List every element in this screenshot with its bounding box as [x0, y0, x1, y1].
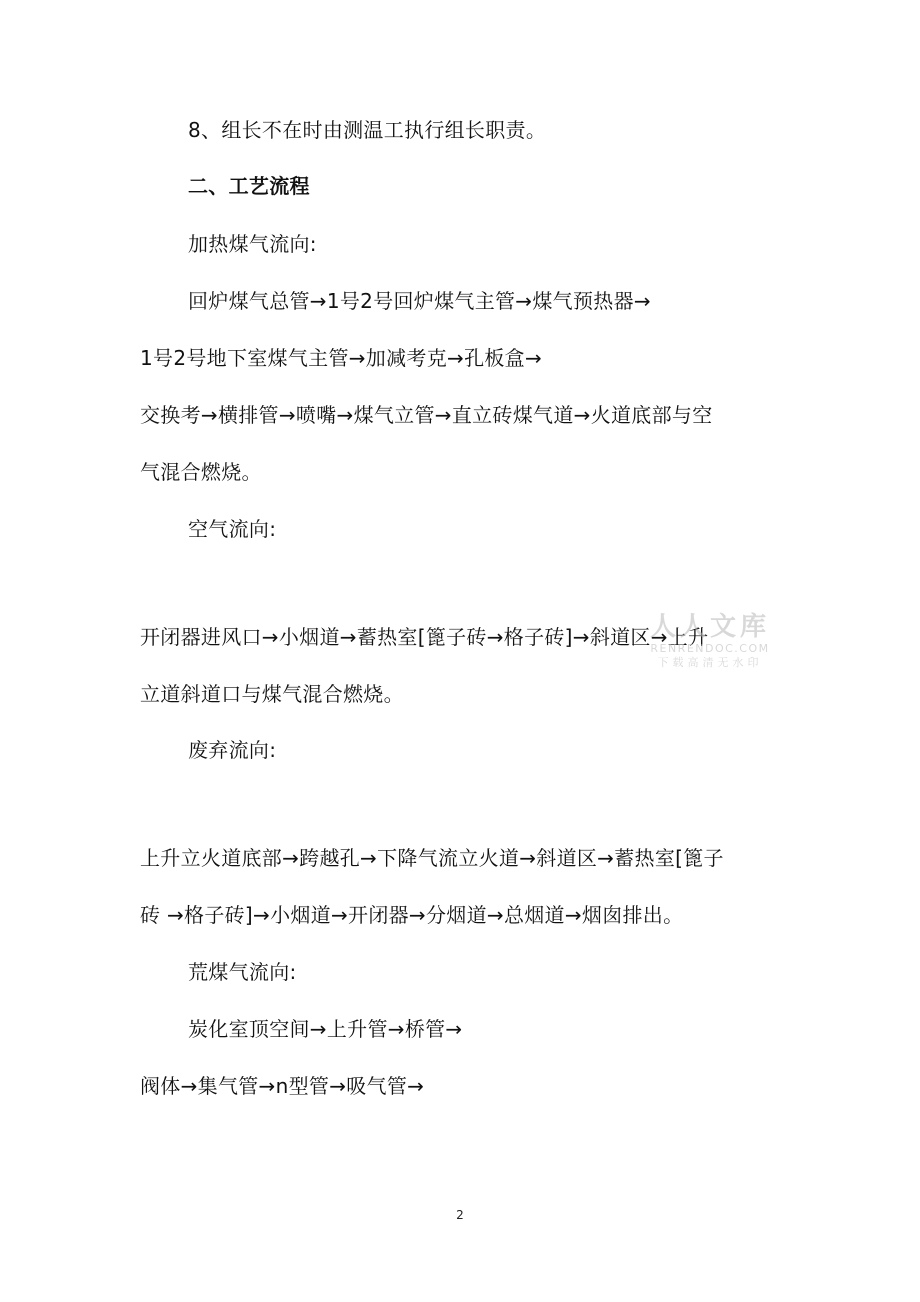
paragraph-air-flow-line-2: 立道斜道口与煤气混合燃烧。 — [140, 682, 404, 706]
paragraph-air-flow-line-1: 开闭器进风口→小烟道→蓄热室[篦子砖→格子砖]→斜道区→上升 — [140, 625, 709, 649]
watermark — [640, 612, 780, 670]
paragraph-waste-gas-line-2: 砖 →格子砖]→小烟道→开闭器→分烟道→总烟道→烟囱排出。 — [140, 903, 684, 927]
subheading-raw-gas-flow: 荒煤气流向: — [188, 960, 297, 984]
paragraph-raw-gas-line-2: 阀体→集气管→n型管→吸气管→ — [140, 1074, 425, 1098]
paragraph-heating-gas-line-4: 气混合燃烧。 — [140, 460, 262, 484]
paragraph-heating-gas-line-3: 交换考→横排管→喷嘴→煤气立管→直立砖煤气道→火道底部与空 — [140, 403, 713, 427]
subheading-air-flow: 空气流向: — [188, 517, 277, 541]
paragraph-raw-gas-line-1: 炭化室顶空间→上升管→桥管→ — [188, 1017, 463, 1041]
paragraph-heating-gas-line-2: 1号2号地下室煤气主管→加减考克→孔板盒→ — [140, 346, 543, 370]
paragraph-waste-gas-line-1: 上升立火道底部→跨越孔→下降气流立火道→斜道区→蓄热室[篦子 — [140, 846, 724, 870]
paragraph-responsibility: 8、组长不在时由测温工执行组长职责。 — [188, 118, 547, 142]
watermark-domain: RENRENDOC.COM — [650, 642, 770, 655]
subheading-heating-gas-flow: 加热煤气流向: — [188, 232, 317, 256]
subheading-waste-gas-flow: 废弃流向: — [188, 738, 277, 762]
paragraph-heating-gas-line-1: 回炉煤气总管→1号2号回炉煤气主管→煤气预热器→ — [188, 289, 651, 313]
page-number: 2 — [456, 1208, 464, 1222]
section-heading-process-flow: 二、工艺流程 — [188, 174, 310, 198]
watermark-tagline: 下载高清无水印 — [657, 656, 763, 669]
watermark-title: 人人文库 — [649, 612, 770, 642]
